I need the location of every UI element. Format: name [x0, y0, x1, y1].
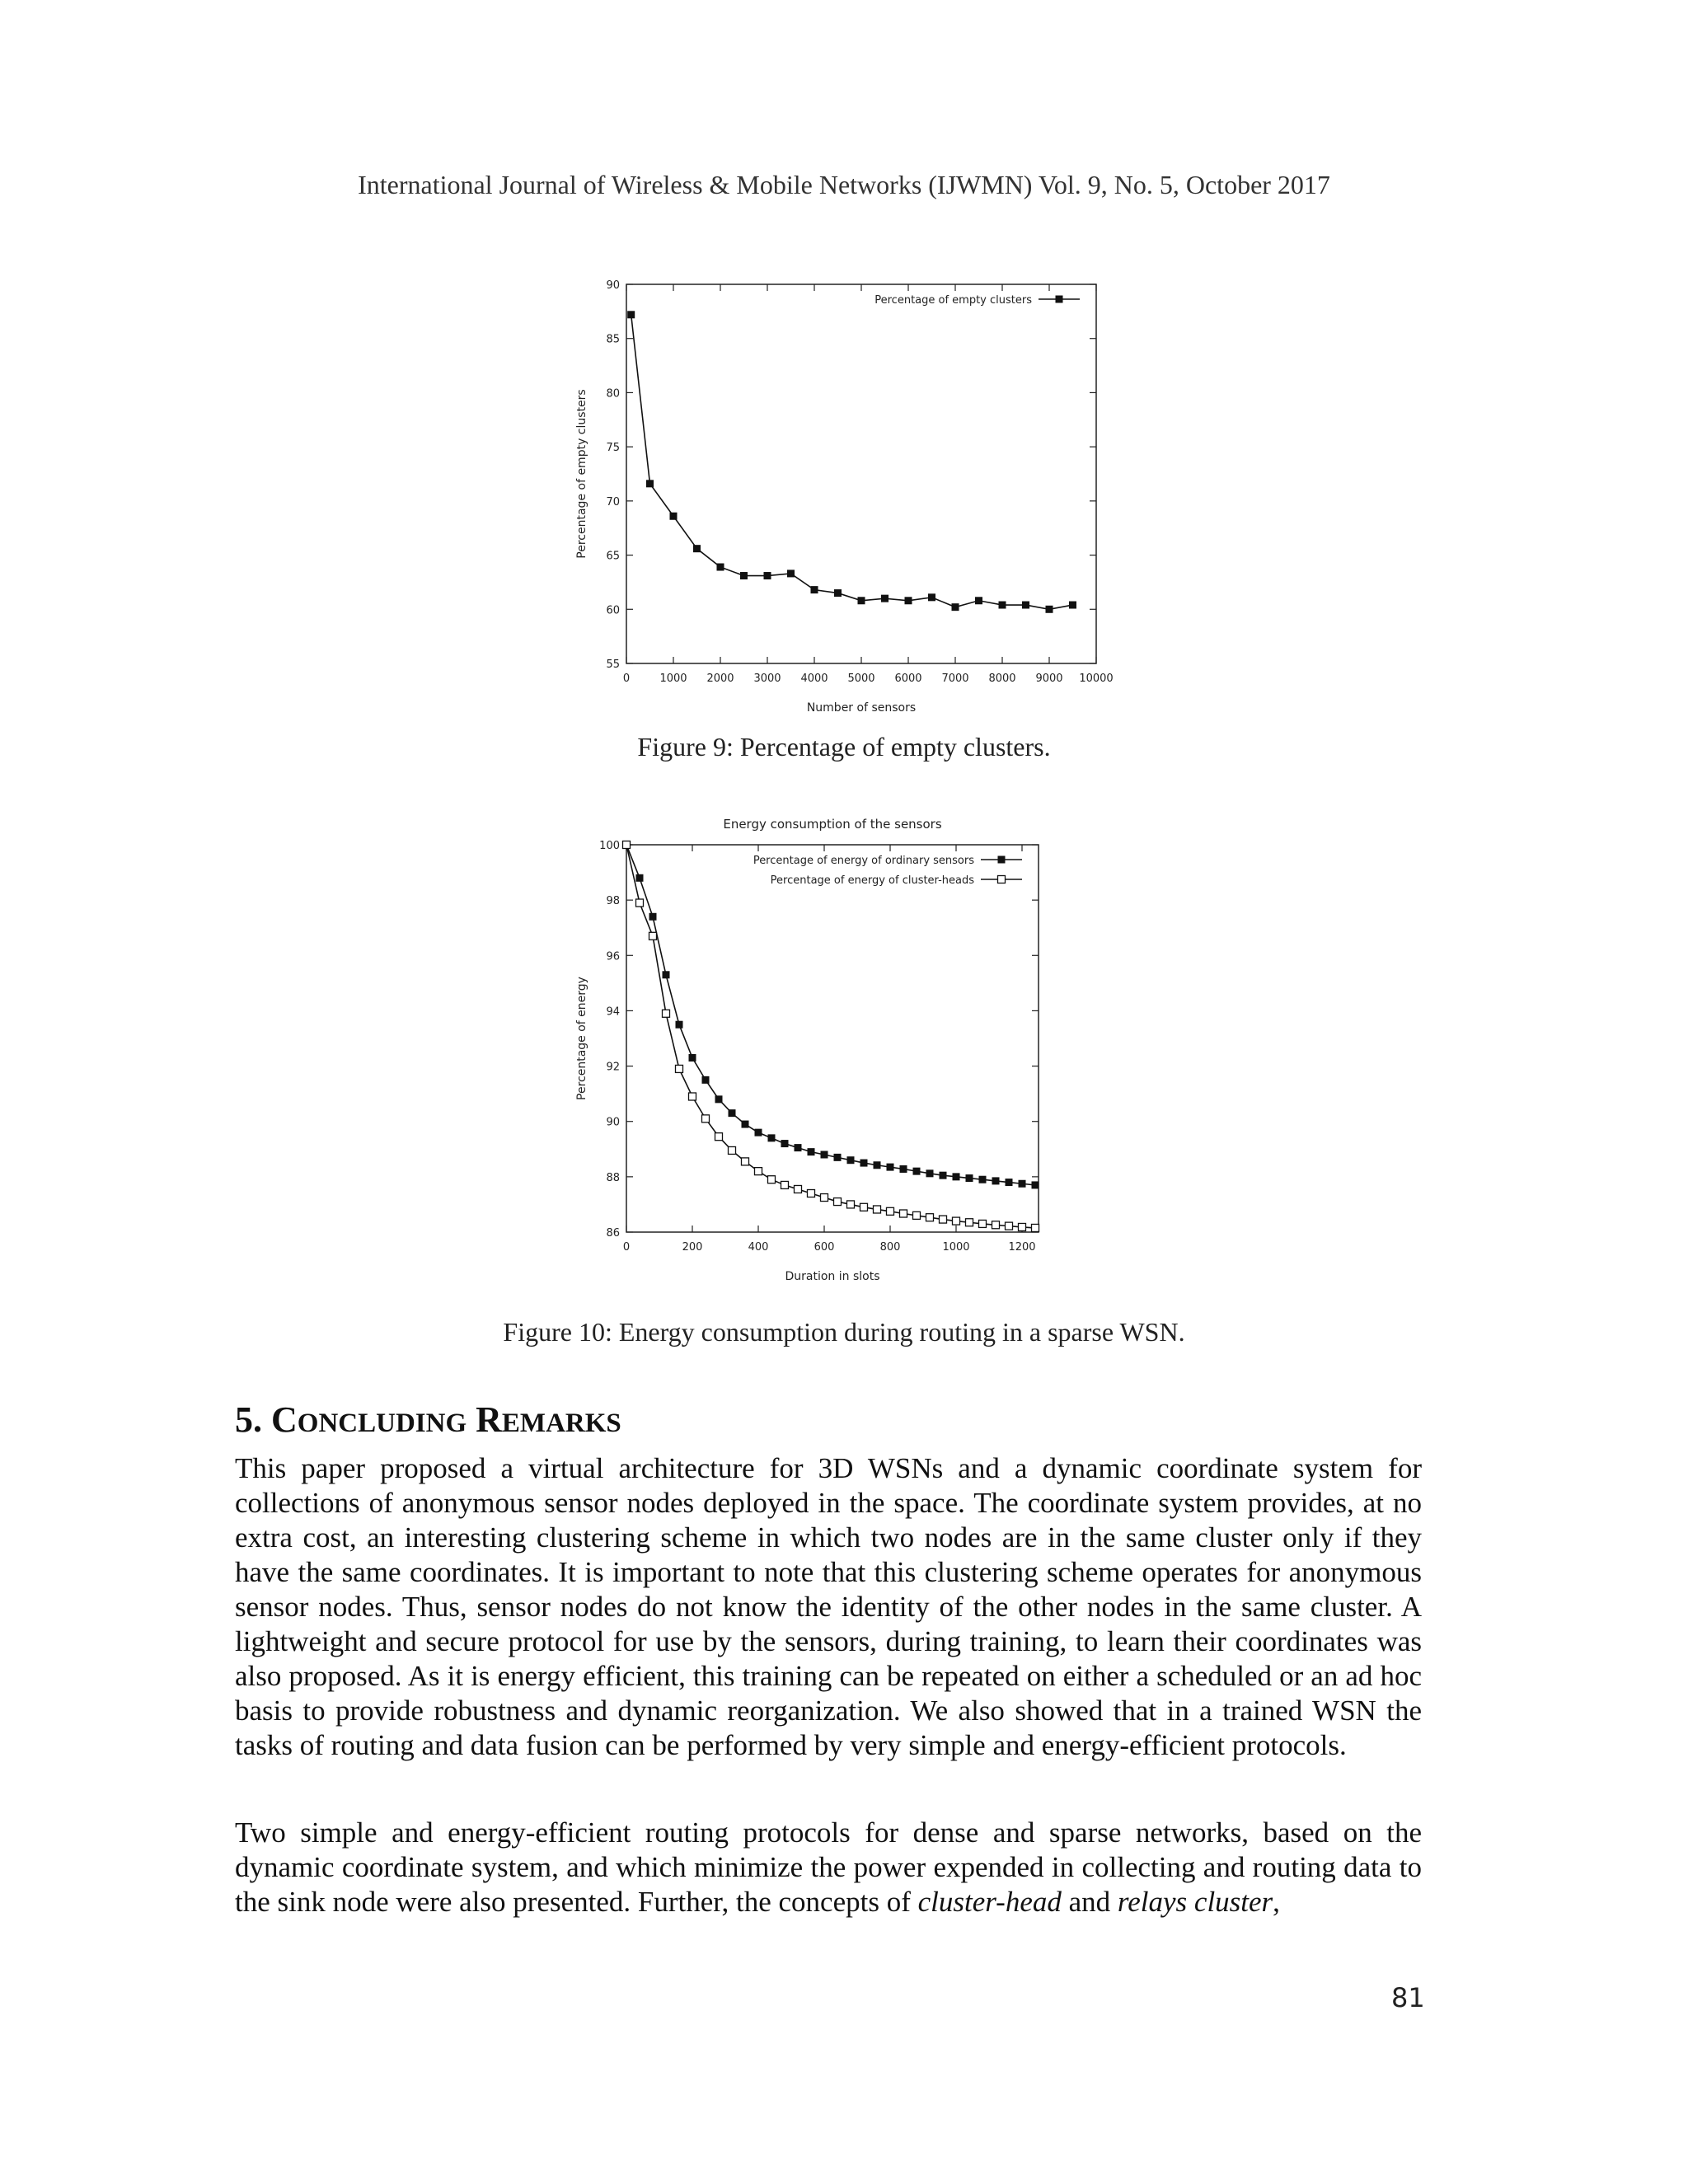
data-point [953, 1217, 960, 1225]
figure-10 [573, 804, 1084, 1319]
figure-9-chart [573, 272, 1133, 733]
data-point [834, 1198, 842, 1206]
x-tick-label: 600 [814, 1241, 835, 1254]
data-point [858, 597, 865, 604]
section-heading [235, 1399, 621, 1441]
y-tick-label: 86 [606, 1227, 620, 1240]
y-tick-label: 98 [606, 895, 620, 908]
section-title-rest-1: ONCLUDING [297, 1408, 467, 1438]
section-number: 5. [235, 1399, 262, 1440]
data-point [940, 1216, 947, 1223]
data-point [764, 572, 771, 579]
data-point [1032, 1224, 1039, 1231]
legend-marker [998, 876, 1006, 883]
data-point [768, 1176, 776, 1183]
series-line [631, 315, 1073, 609]
data-point [670, 513, 678, 520]
data-point [649, 932, 657, 940]
y-tick-label: 65 [606, 550, 620, 563]
data-point [913, 1168, 921, 1175]
chart-title: Energy consumption of the sensors [723, 817, 942, 832]
data-point [1006, 1179, 1013, 1186]
figure-10-chart [573, 804, 1084, 1315]
x-tick-label: 5000 [847, 673, 875, 685]
data-point [702, 1076, 710, 1084]
data-point [979, 1220, 987, 1227]
data-point [1022, 602, 1029, 609]
data-point [975, 597, 982, 604]
data-point [928, 593, 935, 601]
data-point [940, 1172, 947, 1179]
data-point [966, 1174, 973, 1182]
y-tick-label: 60 [606, 604, 620, 617]
x-tick-label: 1000 [659, 673, 687, 685]
x-tick-label: 7000 [941, 673, 969, 685]
y-tick-label: 90 [606, 279, 620, 292]
y-tick-label: 92 [606, 1061, 620, 1074]
data-point [847, 1201, 855, 1208]
figure-9 [573, 272, 1133, 738]
x-tick-label: 4000 [800, 673, 828, 685]
data-point [729, 1146, 736, 1154]
data-point [646, 480, 654, 487]
data-point [860, 1203, 868, 1211]
y-axis-label: Percentage of energy [575, 977, 588, 1100]
data-point [953, 1173, 960, 1180]
data-point [768, 1134, 776, 1141]
figure-9-caption: Figure 9: Percentage of empty clusters. [637, 732, 1051, 762]
data-point [693, 545, 701, 552]
data-point [952, 603, 959, 611]
data-point [729, 1109, 736, 1117]
term-cluster-head: cluster-head [917, 1886, 1062, 1918]
data-point [905, 597, 912, 604]
data-point [663, 971, 670, 978]
section-title-initial-2: R [476, 1399, 502, 1440]
data-point [913, 1212, 921, 1219]
data-point [689, 1093, 696, 1100]
data-point [689, 1054, 696, 1062]
legend-marker [998, 856, 1006, 864]
data-point [966, 1219, 973, 1226]
series-line [626, 845, 1035, 1185]
legend-entry: Percentage of empty clusters [874, 294, 1032, 307]
data-point [627, 311, 635, 318]
y-tick-label: 96 [606, 950, 620, 963]
x-axis-label: Number of sensors [806, 701, 917, 715]
x-tick-label: 0 [622, 673, 631, 685]
paragraph-2-text-before: Two simple and energy-efficient routing protocols for dense and sparse networks, based on the dynamic coordinate system, and which minimize the power expended in collecting and routing data to the sink node were also presented. Further, the concepts of [235, 1816, 1422, 1918]
data-point [1046, 606, 1053, 613]
data-point [1032, 1181, 1039, 1188]
y-tick-label: 80 [606, 387, 620, 401]
data-point [715, 1133, 723, 1141]
x-tick-label: 400 [748, 1241, 769, 1254]
data-point [1069, 602, 1076, 609]
legend-marker [1056, 296, 1063, 303]
data-point [742, 1158, 749, 1165]
x-axis-label: Duration in slots [785, 1270, 880, 1283]
y-tick-label: 70 [606, 495, 620, 509]
data-point [795, 1144, 802, 1151]
data-point [834, 1154, 842, 1161]
data-point [1019, 1223, 1026, 1230]
data-point [636, 899, 644, 907]
data-point [781, 1140, 789, 1147]
legend-entry: Percentage of energy of ordinary sensors [753, 855, 974, 867]
data-point [874, 1206, 881, 1213]
data-point [649, 913, 657, 921]
x-tick-label: 1000 [942, 1241, 970, 1254]
data-point [926, 1169, 934, 1177]
y-tick-label: 88 [606, 1171, 620, 1184]
data-point [755, 1129, 762, 1137]
data-point [860, 1160, 868, 1167]
data-point [992, 1177, 1000, 1184]
x-tick-label: 8000 [988, 673, 1016, 685]
data-point [808, 1148, 815, 1155]
data-point [821, 1194, 828, 1202]
data-point [834, 589, 842, 597]
data-point [740, 572, 748, 579]
y-tick-label: 90 [606, 1116, 620, 1129]
y-tick-label: 75 [606, 442, 620, 455]
y-tick-label: 94 [606, 1005, 620, 1019]
data-point [887, 1164, 894, 1171]
data-point [979, 1176, 987, 1183]
paragraph-2-text-after: , [1273, 1886, 1280, 1918]
y-tick-label: 100 [599, 840, 620, 852]
data-point [702, 1115, 710, 1122]
series-line [626, 845, 1035, 1228]
data-point [636, 874, 644, 882]
data-point [742, 1121, 749, 1128]
x-tick-label: 3000 [753, 673, 781, 685]
y-axis-label: Percentage of empty clusters [575, 389, 588, 559]
data-point [715, 1095, 723, 1103]
x-tick-label: 1200 [1008, 1241, 1036, 1254]
section-title-rest-2: EMARKS [501, 1408, 621, 1438]
data-point [847, 1156, 855, 1164]
running-header: International Journal of Wireless & Mobile Networks (IJWMN) Vol. 9, No. 5, October 2017 [358, 170, 1330, 199]
data-point [887, 1207, 894, 1215]
data-point [992, 1221, 1000, 1229]
paragraph-1: This paper proposed a virtual architecture for 3D WSNs and a dynamic coordinate system for collections of anonymous sensor nodes deployed in the space. The coordinate system provides, at no extra cost, an interesting clustering scheme in which two nodes are in the same cluster only if they have the same coordinates. It is important to note that this clustering scheme operates for anonymous sensor nodes. Thus, sensor nodes do not know the identity of the other nodes in the same cluster. A lightweight and secure protocol for use by the sensors, during training, to learn their coordinates was also proposed. As it is energy efficient, this training can be repeated on either a scheduled or an ad hoc basis to provide robustness and dynamic reorganization. We also showed that in a trained WSN the tasks of routing and data fusion can be performed by very simple and energy-efficient protocols. [235, 1452, 1422, 1761]
y-tick-label: 55 [606, 658, 620, 671]
data-point [811, 586, 818, 593]
data-point [663, 1010, 670, 1017]
data-point [717, 564, 724, 571]
x-tick-label: 2000 [706, 673, 734, 685]
data-point [676, 1065, 683, 1072]
data-point [881, 595, 889, 602]
paragraph-2 [235, 1816, 1422, 1919]
x-tick-label: 200 [682, 1241, 703, 1254]
data-point [874, 1161, 881, 1169]
data-point [781, 1181, 789, 1188]
x-tick-label: 0 [622, 1241, 631, 1254]
x-tick-label: 800 [879, 1241, 901, 1254]
x-tick-label: 10000 [1079, 673, 1114, 685]
y-tick-label: 85 [606, 333, 620, 346]
paragraph-2-text-between: and [1061, 1886, 1118, 1918]
data-point [787, 569, 795, 577]
figure-10-caption: Figure 10: Energy consumption during routing in a sparse WSN. [503, 1317, 1185, 1347]
data-point [676, 1021, 683, 1029]
term-relays-cluster: relays cluster [1117, 1886, 1273, 1918]
data-point [1019, 1180, 1026, 1188]
data-point [1006, 1222, 1013, 1230]
x-tick-label: 6000 [894, 673, 922, 685]
data-point [795, 1185, 802, 1193]
data-point [900, 1210, 907, 1217]
x-tick-label: 9000 [1035, 673, 1063, 685]
data-point [755, 1168, 762, 1175]
data-point [623, 841, 631, 849]
data-point [808, 1190, 815, 1197]
data-point [900, 1165, 907, 1173]
data-point [999, 602, 1006, 609]
legend-entry: Percentage of energy of cluster-heads [770, 874, 974, 887]
data-point [821, 1151, 828, 1159]
plot-frame [626, 845, 1039, 1232]
section-title-initial-1: C [271, 1399, 298, 1440]
page-number: 81 [1391, 1982, 1425, 2013]
data-point [926, 1214, 934, 1221]
